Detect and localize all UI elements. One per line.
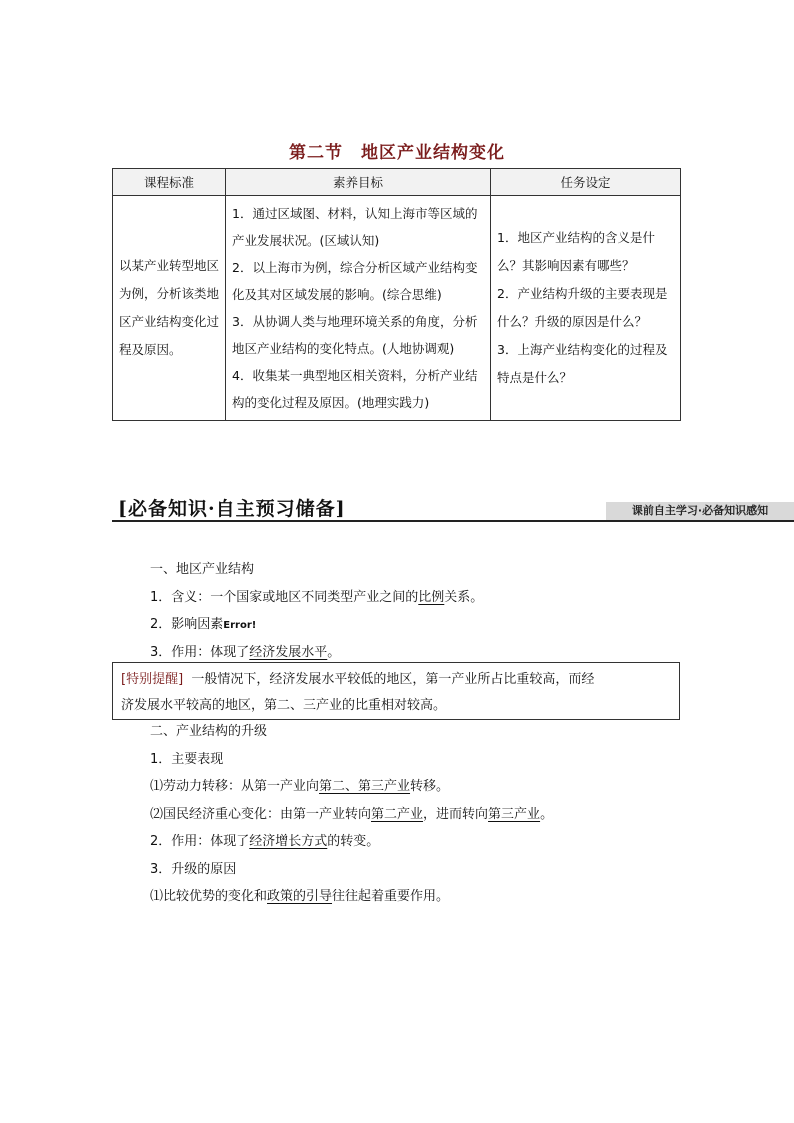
subheading: 二、产业结构的升级 xyxy=(150,724,268,739)
goals-cell xyxy=(226,196,491,421)
goal-item: 4．收集某一典型地区相关资料，分析产业结构的变化过程及原因。(地理实践力) xyxy=(232,368,478,410)
content-body xyxy=(150,556,710,666)
goal-item: 1．通过区域图、材料，认知上海市等区域的产业发展状况。(区域认知) xyxy=(232,206,478,248)
standard-cell: 以某产业转型地区为例，分析该类地区产业结构变化过程及原因。 xyxy=(113,196,226,421)
goal-item: 2．以上海市为例，综合分析区域产业结构变化及其对区域发展的影响。(综合思维) xyxy=(232,260,478,302)
paragraph: ⑴比较优势的变化和政策的引导往往起着重要作用。 xyxy=(150,889,450,904)
paragraph: 1．含义：一个国家或地区不同类型产业之间的比例关系。 xyxy=(150,589,484,605)
error-text: Error! xyxy=(223,620,257,631)
page-title: 第二节 地区产业结构变化 xyxy=(289,143,505,163)
answer-blank: 政策的引导 xyxy=(267,889,333,904)
paragraph: 3．升级的原因 xyxy=(150,861,237,877)
section-heading: [必备知识·自主预习储备] xyxy=(118,498,346,520)
paragraph: 1．主要表现 xyxy=(150,751,224,767)
answer-blank: 第二、第三产业 xyxy=(319,779,411,794)
tip-label: [特别提醒] xyxy=(121,672,184,687)
content-body-2 xyxy=(150,718,710,911)
table-header: 任务设定 xyxy=(491,169,681,196)
goal-item: 3．从协调人类与地理环境关系的角度，分析地区产业结构的变化特点。(人地协调观) xyxy=(232,314,478,356)
paragraph: 3．作用：体现了经济发展水平。 xyxy=(150,644,341,660)
section-divider xyxy=(112,520,794,522)
answer-blank: 经济发展水平 xyxy=(249,644,328,660)
task-item: 3．上海产业结构变化的过程及特点是什么？ xyxy=(497,342,668,385)
answer-blank: 经济增长方式 xyxy=(249,834,328,849)
table-header: 课程标准 xyxy=(113,169,226,196)
answer-blank: 第二产业 xyxy=(371,806,424,822)
paragraph: 2．作用：体现了经济增长方式的转变。 xyxy=(150,834,380,849)
curriculum-table xyxy=(112,168,681,421)
answer-blank: 比例 xyxy=(418,589,445,605)
tip-text: 一般情况下，经济发展水平较低的地区，第一产业所占比重较高，而经 xyxy=(191,672,595,687)
paragraph: 2．影响因素Error! xyxy=(150,617,257,632)
table-row xyxy=(113,196,681,421)
tasks-cell xyxy=(491,196,681,421)
answer-blank: 第三产业 xyxy=(488,806,541,822)
task-item: 2．产业结构升级的主要表现是什么？升级的原因是什么？ xyxy=(497,286,668,329)
table-header-row xyxy=(113,169,681,196)
paragraph: ⑴劳动力转移：从第一产业向第二、第三产业转移。 xyxy=(150,779,450,794)
subheading: 一、地区产业结构 xyxy=(150,562,255,577)
table-header: 素养目标 xyxy=(226,169,491,196)
tip-text: 济发展水平较高的地区，第二、三产业的比重相对较高。 xyxy=(121,698,447,713)
section-tag: 课前自主学习·必备知识感知 xyxy=(606,502,794,520)
tip-box xyxy=(112,662,680,720)
paragraph: ⑵国民经济重心变化：由第一产业转向第二产业，进而转向第三产业。 xyxy=(150,806,554,822)
task-item: 1．地区产业结构的含义是什么？其影响因素有哪些？ xyxy=(497,230,655,273)
